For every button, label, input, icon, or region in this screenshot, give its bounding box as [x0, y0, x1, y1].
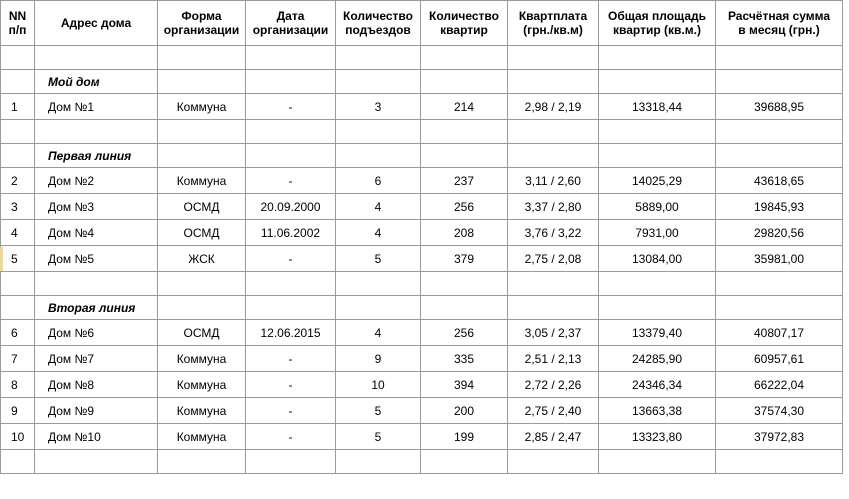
empty-cell[interactable]	[158, 450, 246, 474]
header-apartments[interactable]: Количество квартир	[421, 1, 508, 46]
cell-form[interactable]: Коммуна	[158, 372, 246, 398]
empty-cell[interactable]	[336, 70, 421, 94]
cell-sum[interactable]: 37574,30	[716, 398, 843, 424]
cell-rent[interactable]: 2,75 / 2,08	[508, 246, 599, 272]
cell-area[interactable]: 13663,38	[599, 398, 716, 424]
cell-date[interactable]: -	[246, 246, 336, 272]
empty-cell[interactable]	[158, 46, 246, 70]
cell-entrances[interactable]: 5	[336, 424, 421, 450]
header-sum[interactable]: Расчётная сумма в месяц (грн.)	[716, 1, 843, 46]
empty-cell[interactable]	[716, 120, 843, 144]
table-body	[1, 46, 843, 474]
cell-entrances[interactable]: 6	[336, 168, 421, 194]
empty-cell[interactable]	[716, 70, 843, 94]
cell-sum[interactable]: 37972,83	[716, 424, 843, 450]
cell-date[interactable]: -	[246, 372, 336, 398]
cell-rent[interactable]: 3,11 / 2,60	[508, 168, 599, 194]
cell-apartments[interactable]: 379	[421, 246, 508, 272]
cell-date[interactable]: -	[246, 424, 336, 450]
header-date[interactable]: Дата организации	[246, 1, 336, 46]
empty-cell[interactable]	[421, 46, 508, 70]
empty-cell[interactable]	[336, 450, 421, 474]
header-nn[interactable]: NN п/п	[1, 1, 35, 46]
cell-area[interactable]: 13323,80	[599, 424, 716, 450]
header-area[interactable]: Общая площадь квартир (кв.м.)	[599, 1, 716, 46]
section-title[interactable]: Мой дом	[35, 70, 158, 94]
cell-address[interactable]: Дом №5	[35, 246, 158, 272]
empty-cell[interactable]	[508, 70, 599, 94]
cell-rent[interactable]: 3,76 / 3,22	[508, 220, 599, 246]
empty-cell[interactable]	[336, 144, 421, 168]
cell-sum[interactable]: 66222,04	[716, 372, 843, 398]
cell-rent[interactable]: 3,05 / 2,37	[508, 320, 599, 346]
header-row	[1, 1, 843, 46]
empty-cell[interactable]	[158, 296, 246, 320]
empty-cell[interactable]	[1, 296, 35, 320]
empty-cell[interactable]	[508, 144, 599, 168]
cell-apartments[interactable]: 199	[421, 424, 508, 450]
empty-cell[interactable]	[599, 46, 716, 70]
cell-sum[interactable]: 29820,56	[716, 220, 843, 246]
empty-cell[interactable]	[1, 450, 35, 474]
cell-nn[interactable]: 5	[1, 246, 35, 272]
empty-cell[interactable]	[1, 46, 35, 70]
cell-date[interactable]: 12.06.2015	[246, 320, 336, 346]
empty-row	[1, 450, 843, 474]
cell-nn[interactable]: 8	[1, 372, 35, 398]
empty-cell[interactable]	[246, 450, 336, 474]
table-row	[1, 246, 843, 272]
cell-nn[interactable]: 10	[1, 424, 35, 450]
cell-date[interactable]: 20.09.2000	[246, 194, 336, 220]
empty-cell[interactable]	[158, 144, 246, 168]
section-title[interactable]: Первая линия	[35, 144, 158, 168]
table-row	[1, 424, 843, 450]
empty-cell[interactable]	[1, 272, 35, 296]
cell-rent[interactable]: 2,72 / 2,26	[508, 372, 599, 398]
empty-cell[interactable]	[421, 272, 508, 296]
empty-cell[interactable]	[336, 272, 421, 296]
cell-apartments[interactable]: 208	[421, 220, 508, 246]
empty-cell[interactable]	[336, 296, 421, 320]
empty-cell[interactable]	[35, 450, 158, 474]
empty-cell[interactable]	[421, 70, 508, 94]
empty-cell[interactable]	[599, 120, 716, 144]
table-row	[1, 398, 843, 424]
empty-cell[interactable]	[246, 120, 336, 144]
empty-cell[interactable]	[336, 46, 421, 70]
cell-form[interactable]: Коммуна	[158, 398, 246, 424]
cell-sum[interactable]: 19845,93	[716, 194, 843, 220]
cell-form[interactable]: Коммуна	[158, 94, 246, 120]
empty-cell[interactable]	[246, 272, 336, 296]
empty-cell[interactable]	[716, 450, 843, 474]
header-rent[interactable]: Квартплата (грн./кв.м)	[508, 1, 599, 46]
empty-cell[interactable]	[716, 272, 843, 296]
table-row	[1, 220, 843, 246]
cell-nn[interactable]: 3	[1, 194, 35, 220]
empty-cell[interactable]	[246, 70, 336, 94]
cell-sum[interactable]: 40807,17	[716, 320, 843, 346]
cell-area[interactable]: 13084,00	[599, 246, 716, 272]
cell-apartments[interactable]: 237	[421, 168, 508, 194]
cell-address[interactable]: Дом №10	[35, 424, 158, 450]
empty-row	[1, 272, 843, 296]
cell-address[interactable]: Дом №9	[35, 398, 158, 424]
empty-cell[interactable]	[158, 272, 246, 296]
empty-cell[interactable]	[508, 272, 599, 296]
empty-cell[interactable]	[246, 144, 336, 168]
cell-nn[interactable]: 6	[1, 320, 35, 346]
section-row	[1, 70, 843, 94]
table-row	[1, 94, 843, 120]
empty-cell[interactable]	[1, 120, 35, 144]
empty-cell[interactable]	[336, 120, 421, 144]
cell-address[interactable]: Дом №4	[35, 220, 158, 246]
cell-entrances[interactable]: 4	[336, 320, 421, 346]
empty-cell[interactable]	[599, 450, 716, 474]
empty-cell[interactable]	[599, 144, 716, 168]
empty-cell[interactable]	[35, 120, 158, 144]
table-row	[1, 168, 843, 194]
empty-cell[interactable]	[421, 120, 508, 144]
cell-entrances[interactable]: 5	[336, 246, 421, 272]
table-row	[1, 346, 843, 372]
cell-address[interactable]: Дом №2	[35, 168, 158, 194]
cell-apartments[interactable]: 214	[421, 94, 508, 120]
empty-cell[interactable]	[508, 450, 599, 474]
cell-address[interactable]: Дом №8	[35, 372, 158, 398]
empty-cell[interactable]	[421, 144, 508, 168]
empty-cell[interactable]	[246, 46, 336, 70]
cell-apartments[interactable]: 200	[421, 398, 508, 424]
cell-nn[interactable]: 7	[1, 346, 35, 372]
cell-area[interactable]: 24346,34	[599, 372, 716, 398]
section-title[interactable]: Вторая линия	[35, 296, 158, 320]
cell-area[interactable]: 13318,44	[599, 94, 716, 120]
empty-cell[interactable]	[421, 450, 508, 474]
empty-cell[interactable]	[599, 296, 716, 320]
cell-date[interactable]: -	[246, 346, 336, 372]
cell-form[interactable]: ОСМД	[158, 220, 246, 246]
empty-cell[interactable]	[508, 296, 599, 320]
table-row	[1, 372, 843, 398]
cell-area[interactable]: 13379,40	[599, 320, 716, 346]
cell-area[interactable]: 5889,00	[599, 194, 716, 220]
empty-cell[interactable]	[716, 144, 843, 168]
empty-cell[interactable]	[508, 46, 599, 70]
cell-form[interactable]: ОСМД	[158, 320, 246, 346]
cell-rent[interactable]: 2,85 / 2,47	[508, 424, 599, 450]
cell-date[interactable]: -	[246, 94, 336, 120]
cell-apartments[interactable]: 394	[421, 372, 508, 398]
header-entrances[interactable]: Количество подъездов	[336, 1, 421, 46]
cell-sum[interactable]: 35981,00	[716, 246, 843, 272]
table-row	[1, 320, 843, 346]
cell-area[interactable]: 24285,90	[599, 346, 716, 372]
cell-date[interactable]: -	[246, 168, 336, 194]
cell-form[interactable]: ЖСК	[158, 246, 246, 272]
cell-area[interactable]: 7931,00	[599, 220, 716, 246]
cell-date[interactable]: 11.06.2002	[246, 220, 336, 246]
cell-form[interactable]: Коммуна	[158, 168, 246, 194]
empty-cell[interactable]	[716, 46, 843, 70]
cell-form[interactable]: Коммуна	[158, 424, 246, 450]
row-selection-marker	[0, 247, 3, 271]
cell-entrances[interactable]: 9	[336, 346, 421, 372]
cell-rent[interactable]: 2,51 / 2,13	[508, 346, 599, 372]
cell-rent[interactable]: 3,37 / 2,80	[508, 194, 599, 220]
cell-nn[interactable]: 1	[1, 94, 35, 120]
cell-address[interactable]: Дом №3	[35, 194, 158, 220]
cell-apartments[interactable]: 256	[421, 194, 508, 220]
empty-cell[interactable]	[35, 46, 158, 70]
cell-rent[interactable]: 2,75 / 2,40	[508, 398, 599, 424]
cell-form[interactable]: ОСМД	[158, 194, 246, 220]
cell-date[interactable]: -	[246, 398, 336, 424]
cell-sum[interactable]: 39688,95	[716, 94, 843, 120]
section-row	[1, 144, 843, 168]
cell-apartments[interactable]: 256	[421, 320, 508, 346]
empty-row	[1, 120, 843, 144]
cell-area[interactable]: 14025,29	[599, 168, 716, 194]
cell-entrances[interactable]: 3	[336, 94, 421, 120]
cell-entrances[interactable]: 4	[336, 194, 421, 220]
empty-cell[interactable]	[508, 120, 599, 144]
empty-cell[interactable]	[599, 272, 716, 296]
empty-cell[interactable]	[158, 70, 246, 94]
cell-address[interactable]: Дом №6	[35, 320, 158, 346]
empty-row	[1, 46, 843, 70]
empty-cell[interactable]	[158, 120, 246, 144]
cell-entrances[interactable]: 4	[336, 220, 421, 246]
cell-sum[interactable]: 60957,61	[716, 346, 843, 372]
empty-cell[interactable]	[716, 296, 843, 320]
cell-apartments[interactable]: 335	[421, 346, 508, 372]
header-address[interactable]: Адрес дома	[35, 1, 158, 46]
empty-cell[interactable]	[421, 296, 508, 320]
cell-entrances[interactable]: 10	[336, 372, 421, 398]
empty-cell[interactable]	[1, 144, 35, 168]
empty-cell[interactable]	[1, 70, 35, 94]
cell-form[interactable]: Коммуна	[158, 346, 246, 372]
empty-cell[interactable]	[599, 70, 716, 94]
cell-rent[interactable]: 2,98 / 2,19	[508, 94, 599, 120]
section-row	[1, 296, 843, 320]
cell-address[interactable]: Дом №7	[35, 346, 158, 372]
cell-nn[interactable]: 4	[1, 220, 35, 246]
cell-nn[interactable]: 2	[1, 168, 35, 194]
cell-address[interactable]: Дом №1	[35, 94, 158, 120]
empty-cell[interactable]	[35, 272, 158, 296]
cell-entrances[interactable]: 5	[336, 398, 421, 424]
cell-nn[interactable]: 9	[1, 398, 35, 424]
cell-sum[interactable]: 43618,65	[716, 168, 843, 194]
table-row	[1, 194, 843, 220]
empty-cell[interactable]	[246, 296, 336, 320]
header-form[interactable]: Форма организации	[158, 1, 246, 46]
